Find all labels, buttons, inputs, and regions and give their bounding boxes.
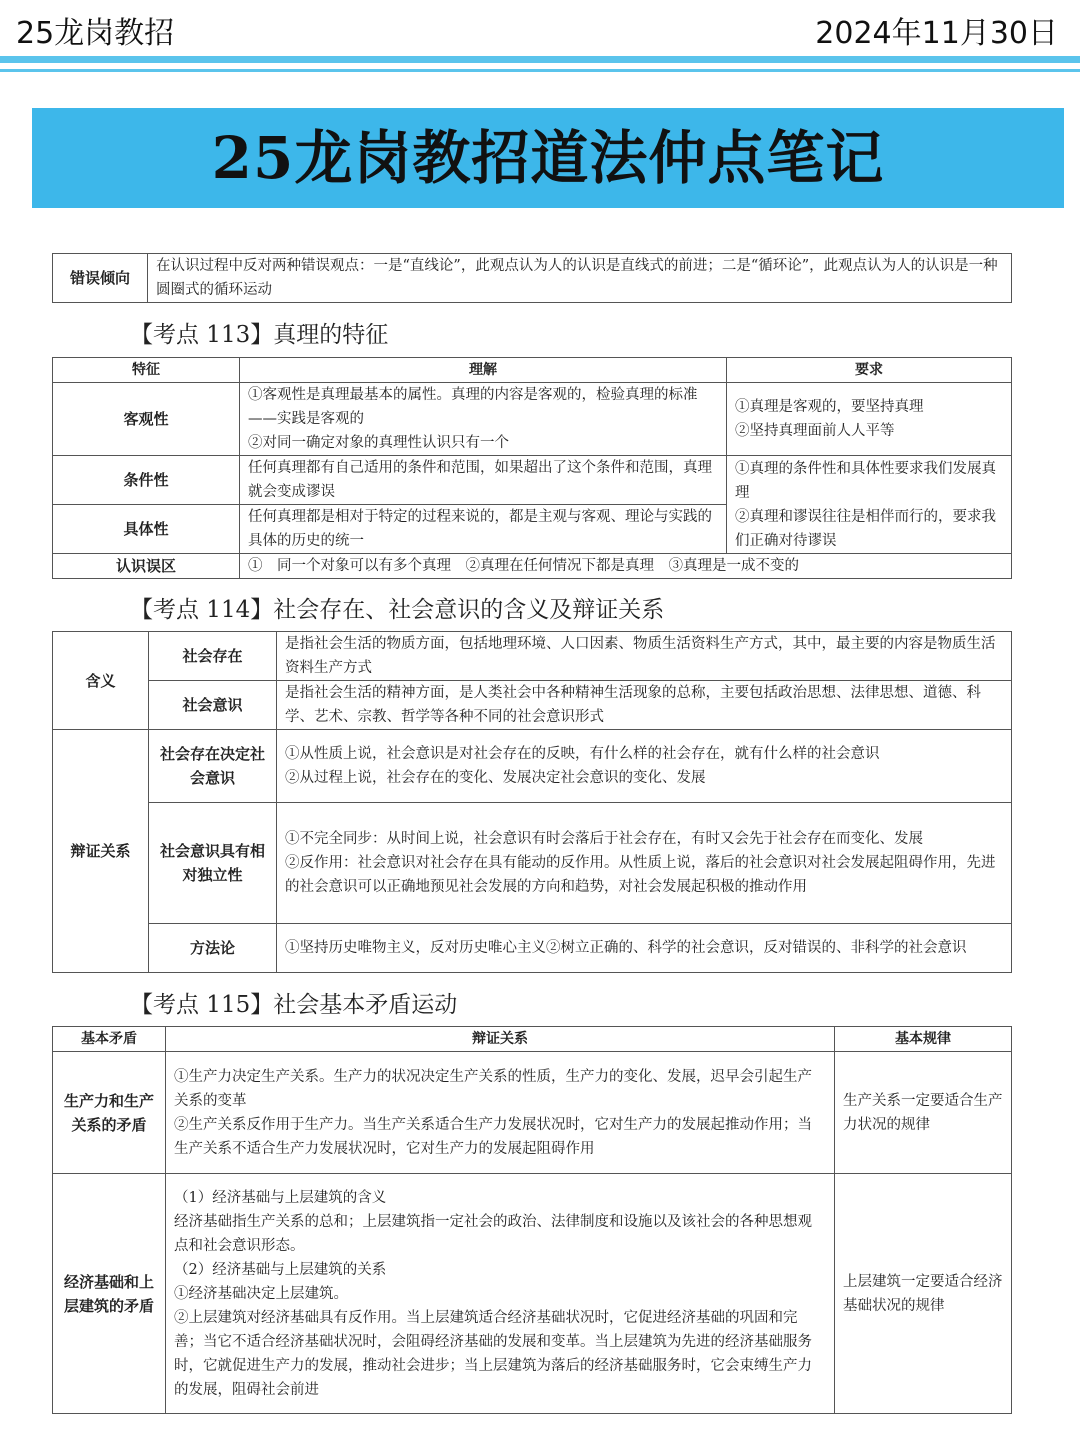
date-label: 2024年11月30日: [815, 16, 1058, 51]
header-understanding: 理解: [240, 358, 727, 383]
error-tendency-text: 在认识过程中反对两种错误观点：一是“直线论”，此观点认为人的认识是直线式的前进；二是“循环论”，此观点认为人的认识是一种圆圈式的循环运动: [148, 254, 1012, 303]
methodology-label: 方法论: [149, 924, 277, 973]
social-consciousness-label: 社会意识: [149, 681, 277, 730]
independence-label: 社会意识具有相对独立性: [149, 803, 277, 924]
social-consciousness-text: 是指社会生活的精神方面，是人类社会中各种精神生活现象的总称，主要包括政治思想、法律思想、道德、科学、艺术、宗教、哲学等各种不同的社会意识形式: [277, 681, 1012, 730]
page-title: 25龙岗教招道法仲点笔记: [211, 124, 885, 192]
social-existence-label: 社会存在: [149, 632, 277, 681]
error-tendency-label: 错误倾向: [53, 254, 148, 303]
header-basic-contradiction: 基本矛盾: [53, 1027, 166, 1052]
misconception-label: 认识误区: [53, 554, 240, 579]
objectivity-requirement: [727, 383, 1012, 456]
superstructure-line-5: ②上层建筑对经济基础具有反作用。当上层建筑适合经济基础状况时，它促进经济基础的巩固和完善；当它不适合经济基础状况时，会阻碍经济基础的发展和变革。当上层建筑为先进的经济基础服务时，它就促进生产力的发展，推动社会进步；当上层建筑为落后的经济基础服务时，它会束缚生产力的发展，阻碍社会前进: [174, 1309, 812, 1398]
conditionality-text: 任何真理都有自己适用的条件和范围，如果超出了这个条件和范围，真理就会变成谬误: [240, 456, 727, 505]
social-existence-table: [52, 631, 1012, 973]
objectivity-line-1: ①客观性是真理最基本的属性。真理的内容是客观的，检验真理的标准——实践是客观的: [248, 387, 698, 427]
superstructure-contradiction-text: [166, 1174, 835, 1414]
objectivity-req-1: ①真理是客观的，要坚持真理: [735, 399, 924, 415]
header-feature: 特征: [53, 358, 240, 383]
methodology-text: ①坚持历史唯物主义，反对历史唯心主义②树立正确的、科学的社会意识，反对错误的、非科学的社会意识: [277, 924, 1012, 973]
concreteness-text: 任何真理都是相对于特定的过程来说的，都是主观与客观、理论与实践的具体的历史的统一: [240, 505, 727, 554]
header-dialectic-relation: 辩证关系: [166, 1027, 835, 1052]
objectivity-req-2: ②坚持真理面前人人平等: [735, 423, 895, 439]
superstructure-contradiction-label: 经济基础和上层建筑的矛盾: [53, 1174, 166, 1414]
truth-features-table: [52, 357, 1012, 579]
superstructure-line-1: （1）经济基础与上层建筑的含义: [174, 1189, 387, 1206]
header-basic-law: 基本规律: [835, 1027, 1012, 1052]
merged-req-2: ②真理和谬误往往是相伴而行的，要求我们正确对待谬误: [735, 508, 996, 549]
determination-line-1: ①从性质上说，社会意识是对社会存在的反映，有什么样的社会存在，就有什么样的社会意识: [285, 746, 880, 762]
title-banner: [32, 108, 1064, 208]
determination-label: 社会存在决定社会意识: [149, 730, 277, 803]
section-115-heading: 【考点 115】社会基本矛盾运动: [130, 992, 458, 1018]
determination-text: [277, 730, 1012, 803]
superstructure-line-2: 经济基础指生产关系的总和；上层建筑指一定社会的政治、法律制度和设施以及该社会的各种思想观点和社会意识形态。: [174, 1213, 812, 1254]
conditionality-label: 条件性: [53, 456, 240, 505]
misconception-text: ① 同一个对象可以有多个真理 ②真理在任何情况下都是真理 ③真理是一成不变的: [240, 554, 1012, 579]
determination-line-2: ②从过程上说，社会存在的变化、发展决定社会意识的变化、发展: [285, 770, 706, 786]
top-bar: [0, 0, 1080, 56]
meaning-label: 含义: [53, 632, 149, 730]
section-113-heading: 【考点 113】真理的特征: [130, 322, 389, 348]
brand-name: 25龙岗教招: [16, 16, 175, 51]
objectivity-text: [240, 383, 727, 456]
superstructure-line-3: （2）经济基础与上层建筑的关系: [174, 1261, 387, 1278]
superstructure-line-4: ①经济基础决定上层建筑。: [174, 1285, 348, 1302]
conditionality-concreteness-requirement: [727, 456, 1012, 554]
productivity-contradiction-text: [166, 1052, 835, 1174]
social-existence-text: 是指社会生活的物质方面，包括地理环境、人口因素、物质生活资料生产方式，其中，最主要的内容是物质生活资料生产方式: [277, 632, 1012, 681]
divider-thin: [0, 69, 1080, 72]
dialectic-label: 辩证关系: [53, 730, 149, 973]
independence-text: [277, 803, 1012, 924]
merged-req-1: ①真理的条件性和具体性要求我们发展真理: [735, 460, 996, 501]
productivity-line-2: ②生产关系反作用于生产力。当生产关系适合生产力发展状况时，它对生产力的发展起推动作用；当生产关系不适合生产力发展状况时，它对生产力的发展起阻碍作用: [174, 1116, 812, 1157]
concreteness-label: 具体性: [53, 505, 240, 554]
header-requirement: 要求: [727, 358, 1012, 383]
basic-contradiction-table: [52, 1026, 1012, 1414]
productivity-line-1: ①生产力决定生产关系。生产力的状况决定生产关系的性质，生产力的变化、发展，迟早会引起生产关系的变革: [174, 1068, 812, 1109]
objectivity-line-2: ②对同一确定对象的真理性认识只有一个: [248, 435, 509, 451]
independence-line-2: ②反作用：社会意识对社会存在具有能动的反作用。从性质上说，落后的社会意识对社会发展起阻碍作用，先进的社会意识可以正确地预见社会发展的方向和趋势，对社会发展起积极的推动作用: [285, 855, 996, 895]
independence-line-1: ①不完全同步：从时间上说，社会意识有时会落后于社会存在，有时又会先于社会存在而变化、发展: [285, 831, 923, 847]
section-114-heading: 【考点 114】社会存在、社会意识的含义及辩证关系: [130, 597, 665, 623]
error-tendency-table: [52, 253, 1012, 303]
objectivity-label: 客观性: [53, 383, 240, 456]
divider-thick: [0, 56, 1080, 63]
superstructure-law: 上层建筑一定要适合经济基础状况的规律: [835, 1174, 1012, 1414]
productivity-contradiction-label: 生产力和生产关系的矛盾: [53, 1052, 166, 1174]
productivity-law: 生产关系一定要适合生产力状况的规律: [835, 1052, 1012, 1174]
